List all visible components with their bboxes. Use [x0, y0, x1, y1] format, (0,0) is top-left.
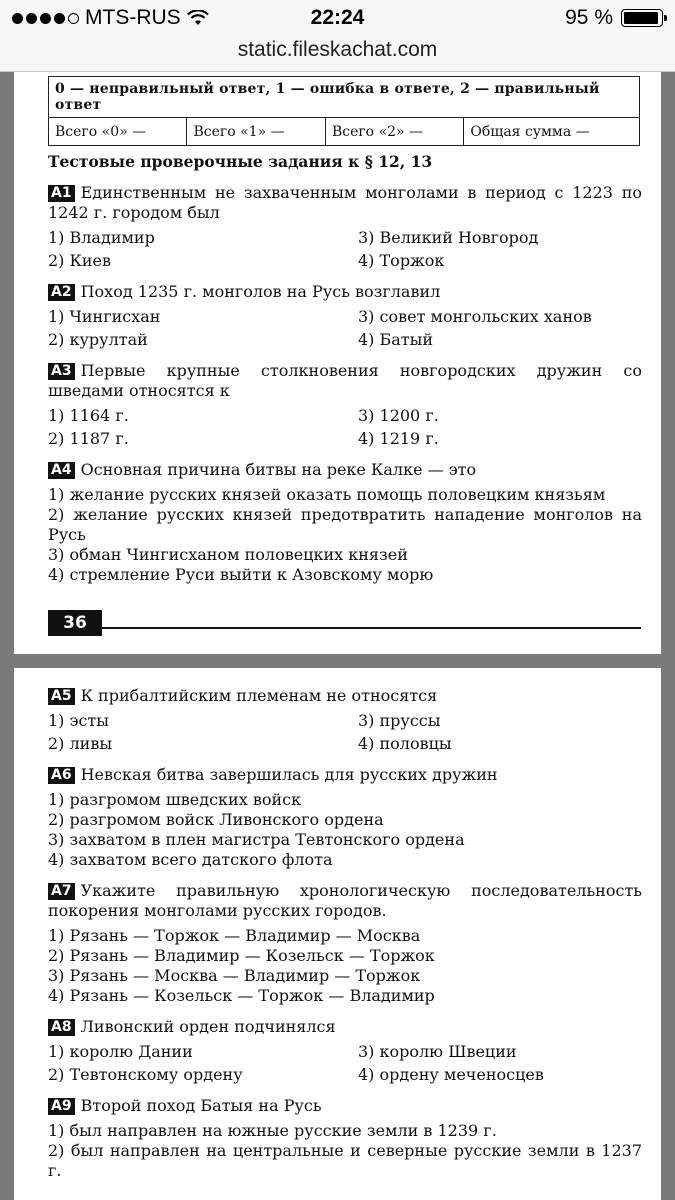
question-text: К прибалтийским племенам не относятся: [80, 686, 438, 705]
answer-option: 1) королю Дании: [48, 1042, 193, 1061]
question-number: A6: [48, 767, 75, 784]
question: [48, 1096, 642, 1181]
question: [48, 765, 642, 870]
answer-option: 2) Рязань — Владимир — Козельск — Торжок: [48, 946, 435, 965]
page-content: [48, 152, 642, 596]
status-bar: [0, 0, 675, 36]
answer-option: 1) желание русских князей оказать помощь половецким князьям: [48, 485, 606, 504]
answer-option: 1) 1164 г.: [48, 406, 129, 425]
answer-option: 1) Чингисхан: [48, 307, 161, 326]
browser-chrome: [0, 0, 675, 72]
question-text: Невская битва завершилась для русских дружин: [80, 765, 498, 784]
question-text: Второй поход Батыя на Русь: [80, 1096, 322, 1115]
footer-rule: [102, 627, 641, 629]
answer-option: 3) обман Чингисханом половецких князей: [48, 545, 408, 564]
answer-option: 1) разгромом шведских войск: [48, 790, 302, 809]
carrier-name: MTS-RUS: [85, 6, 181, 29]
question-number: A4: [48, 462, 75, 479]
question-number: A9: [48, 1098, 75, 1115]
page-footer: [14, 610, 661, 636]
answer-option: 4) половцы: [358, 734, 452, 753]
question-number: A8: [48, 1019, 75, 1036]
battery-percent: 95 %: [565, 6, 613, 29]
question: [48, 361, 642, 449]
answer-option: 3) совет монгольских ханов: [358, 307, 592, 326]
answer-option: 2) был направлен на центральные и северные русские земли в 1237 г.: [48, 1141, 642, 1180]
score-legend: 0 — неправильный ответ, 1 — ошибка в ответе, 2 — правильный ответ: [49, 77, 640, 118]
answer-option: 4) стремление Руси выйти к Азовскому морю: [48, 565, 434, 584]
answer-option: 2) разгромом войск Ливонского ордена: [48, 810, 384, 829]
score-table: [48, 76, 640, 146]
answer-option: 4) Рязань — Козельск — Торжок — Владимир: [48, 986, 435, 1005]
section-title: Тестовые проверочные задания к § 12, 13: [48, 152, 433, 171]
question: [48, 881, 642, 1006]
answer-option: 2) желание русских князей предотвратить нападение монголов на Русь: [48, 505, 642, 544]
answer-option: 4) Торжок: [358, 251, 445, 270]
question-text: Поход 1235 г. монголов на Русь возглавил: [80, 282, 441, 301]
score-cell: Общая сумма —: [464, 118, 640, 146]
question-number: A2: [48, 284, 75, 301]
address-bar[interactable]: static.fileskachat.com: [237, 38, 438, 61]
question-text: Первые крупные столкновения новгородских дружин со шведами относятся к: [48, 361, 642, 400]
question-number: A3: [48, 363, 75, 380]
score-cell: Всего «0» —: [49, 118, 187, 146]
clock: 22:24: [310, 6, 365, 29]
document-page: [14, 668, 661, 1200]
question-text: Укажите правильную хронологическую последовательность покорения монголами русских городов.: [48, 881, 642, 920]
score-cell: Всего «1» —: [187, 118, 325, 146]
question: [48, 282, 642, 350]
question-text: Единственным не захваченным монголами в период с 1223 по 1242 г. городом был: [48, 183, 642, 222]
document-page: [14, 72, 661, 654]
answer-option: 1) был направлен на южные русские земли в 1239 г.: [48, 1121, 497, 1140]
answer-option: 3) Рязань — Москва — Владимир — Торжок: [48, 966, 421, 985]
answer-option: 2) 1187 г.: [48, 429, 129, 448]
question-number: A5: [48, 688, 75, 705]
battery-icon: [621, 9, 663, 27]
answer-option: 2) Тевтонскому ордену: [48, 1065, 243, 1084]
answer-option: 2) курултай: [48, 330, 148, 349]
question: [48, 686, 642, 754]
question-text: Основная причина битвы на реке Калке — это: [80, 460, 477, 479]
answer-option: 3) 1200 г.: [358, 406, 439, 425]
answer-option: 4) ордену меченосцев: [358, 1065, 544, 1084]
answer-option: 4) Батый: [358, 330, 434, 349]
score-cell: Всего «2» —: [325, 118, 463, 146]
answer-option: 3) Великий Новгород: [358, 228, 539, 247]
answer-option: 1) Владимир: [48, 228, 155, 247]
answer-option: 3) королю Швеции: [358, 1042, 517, 1061]
answer-option: 1) Рязань — Торжок — Владимир — Москва: [48, 926, 421, 945]
answer-option: 3) пруссы: [358, 711, 441, 730]
answer-option: 4) 1219 г.: [358, 429, 439, 448]
question-text: Ливонский орден подчинялся: [80, 1017, 336, 1036]
page-content: [48, 686, 642, 1192]
answer-option: 2) Киев: [48, 251, 112, 270]
question: [48, 1017, 642, 1085]
answer-option: 3) захватом в плен магистра Тевтонского ордена: [48, 830, 465, 849]
answer-option: 2) ливы: [48, 734, 113, 753]
answer-option: 4) захватом всего датского флота: [48, 850, 333, 869]
question: [48, 460, 642, 585]
question-number: A7: [48, 883, 75, 900]
question: [48, 183, 642, 271]
answer-option: 1) эсты: [48, 711, 110, 730]
question-number: A1: [48, 185, 75, 202]
page-number: 36: [48, 610, 102, 636]
